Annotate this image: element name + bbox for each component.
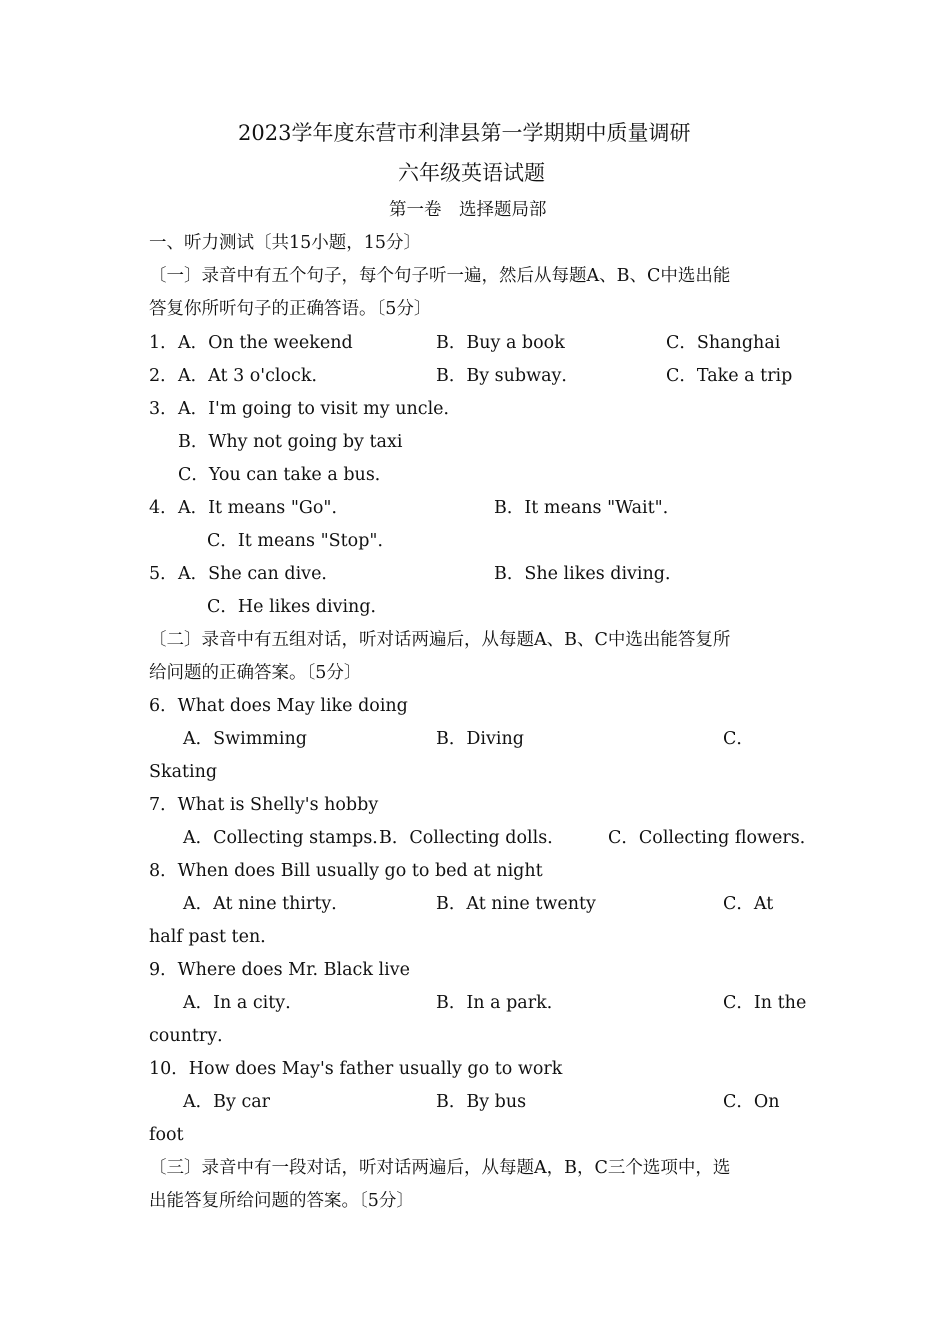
question-4-number: 4． (149, 498, 178, 518)
question-4-option-c: C．It means "Stop"． (207, 531, 395, 551)
question-3-option-c: C．You can take a bus． (178, 465, 393, 485)
question-5-option-b: B．She likes diving． (494, 564, 683, 584)
question-4-option-b: B．It means "Wait"． (494, 498, 681, 518)
question-10-option-b: B．By bus (436, 1092, 527, 1112)
question-7-option-c: C．Collecting flowers． (608, 828, 818, 848)
question-8-option-c-wrap: half past ten． (149, 927, 278, 947)
question-8-option-b: B．At nine twenty (436, 894, 596, 914)
question-5-option-a: A．She can dive． (178, 564, 339, 584)
subsection1-instruction-line1: 〔一〕录音中有五个句子，每个句子听一遍，然后从每题A、B、C中选出能 (149, 266, 731, 286)
question-7-option-b: B．Collecting dolls． (379, 828, 565, 848)
question-1-option-c: C．Shanghai (666, 333, 781, 353)
question-2-option-c: C．Take a trip (666, 366, 793, 386)
question-9-option-a: A．In a city． (183, 993, 303, 1013)
question-9-option-b: B．In a park． (436, 993, 565, 1013)
subsection3-instruction-line2: 出能答复所给问题的答案。〔5分〕 (149, 1191, 414, 1211)
question-1-number: 1． (149, 333, 178, 353)
question-10-stem: 10．How does May's father usually go to work (149, 1059, 563, 1079)
question-7-stem: 7．What is Shelly's hobby (149, 795, 379, 815)
question-5-option-c: C．He likes diving． (207, 597, 389, 617)
question-8-option-a: A．At nine thirty． (183, 894, 349, 914)
exam-subtitle: 六年级英语试题 (398, 161, 545, 185)
question-6-stem: 6．What does May like doing (149, 696, 408, 716)
question-10-option-a: A．By car (183, 1092, 271, 1112)
question-10-option-c: C．On (723, 1092, 780, 1112)
subsection2-instruction-line2: 给问题的正确答案。〔5分〕 (149, 663, 362, 683)
question-3-option-b: B．Why not going by taxi (178, 432, 403, 452)
question-3-number: 3． (149, 399, 178, 419)
question-9-stem: 9．Where does Mr. Black live (149, 960, 410, 980)
subsection2-instruction-line1: 〔二〕录音中有五组对话，听对话两遍后，从每题A、B、C中选出能答复所 (149, 630, 731, 650)
question-5-number: 5． (149, 564, 178, 584)
question-6-option-c: C． (723, 729, 754, 749)
question-10-option-c-wrap: foot (149, 1125, 184, 1145)
question-9-option-c-wrap: country． (149, 1026, 235, 1046)
question-6-option-a: A．Swimming (183, 729, 307, 749)
question-1-option-b: B．Buy a book (436, 333, 565, 353)
question-9-option-c: C．In the (723, 993, 807, 1013)
subsection1-instruction-line2: 答复你所听句子的正确答语。〔5分〕 (149, 299, 432, 319)
question-2-option-b: B．By subway． (436, 366, 579, 386)
part-heading: 第一卷 选择题局部 (389, 200, 547, 220)
question-1-option-a: A．On the weekend (178, 333, 353, 353)
question-8-option-c: C．At (723, 894, 774, 914)
question-6-option-b: B．Diving (436, 729, 524, 749)
question-4-option-a: A．It means "Go"． (178, 498, 349, 518)
subsection3-instruction-line1: 〔三〕录音中有一段对话，听对话两遍后，从每题A，B，C三个选项中，选 (149, 1158, 731, 1178)
question-2-option-a: A．At 3 o'clock． (178, 366, 329, 386)
question-7-option-a: A．Collecting stamps． (183, 828, 390, 848)
question-6-option-c-wrap: Skating (149, 762, 218, 782)
section-heading-listening: 一、听力测试〔共15小题，15分〕 (149, 233, 422, 253)
exam-title: 2023学年度东营市利津县第一学期期中质量调研 (238, 121, 691, 145)
question-8-stem: 8．When does Bill usually go to bed at night (149, 861, 543, 881)
question-3-option-a: A．I'm going to visit my uncle． (178, 399, 462, 419)
question-2-number: 2． (149, 366, 178, 386)
